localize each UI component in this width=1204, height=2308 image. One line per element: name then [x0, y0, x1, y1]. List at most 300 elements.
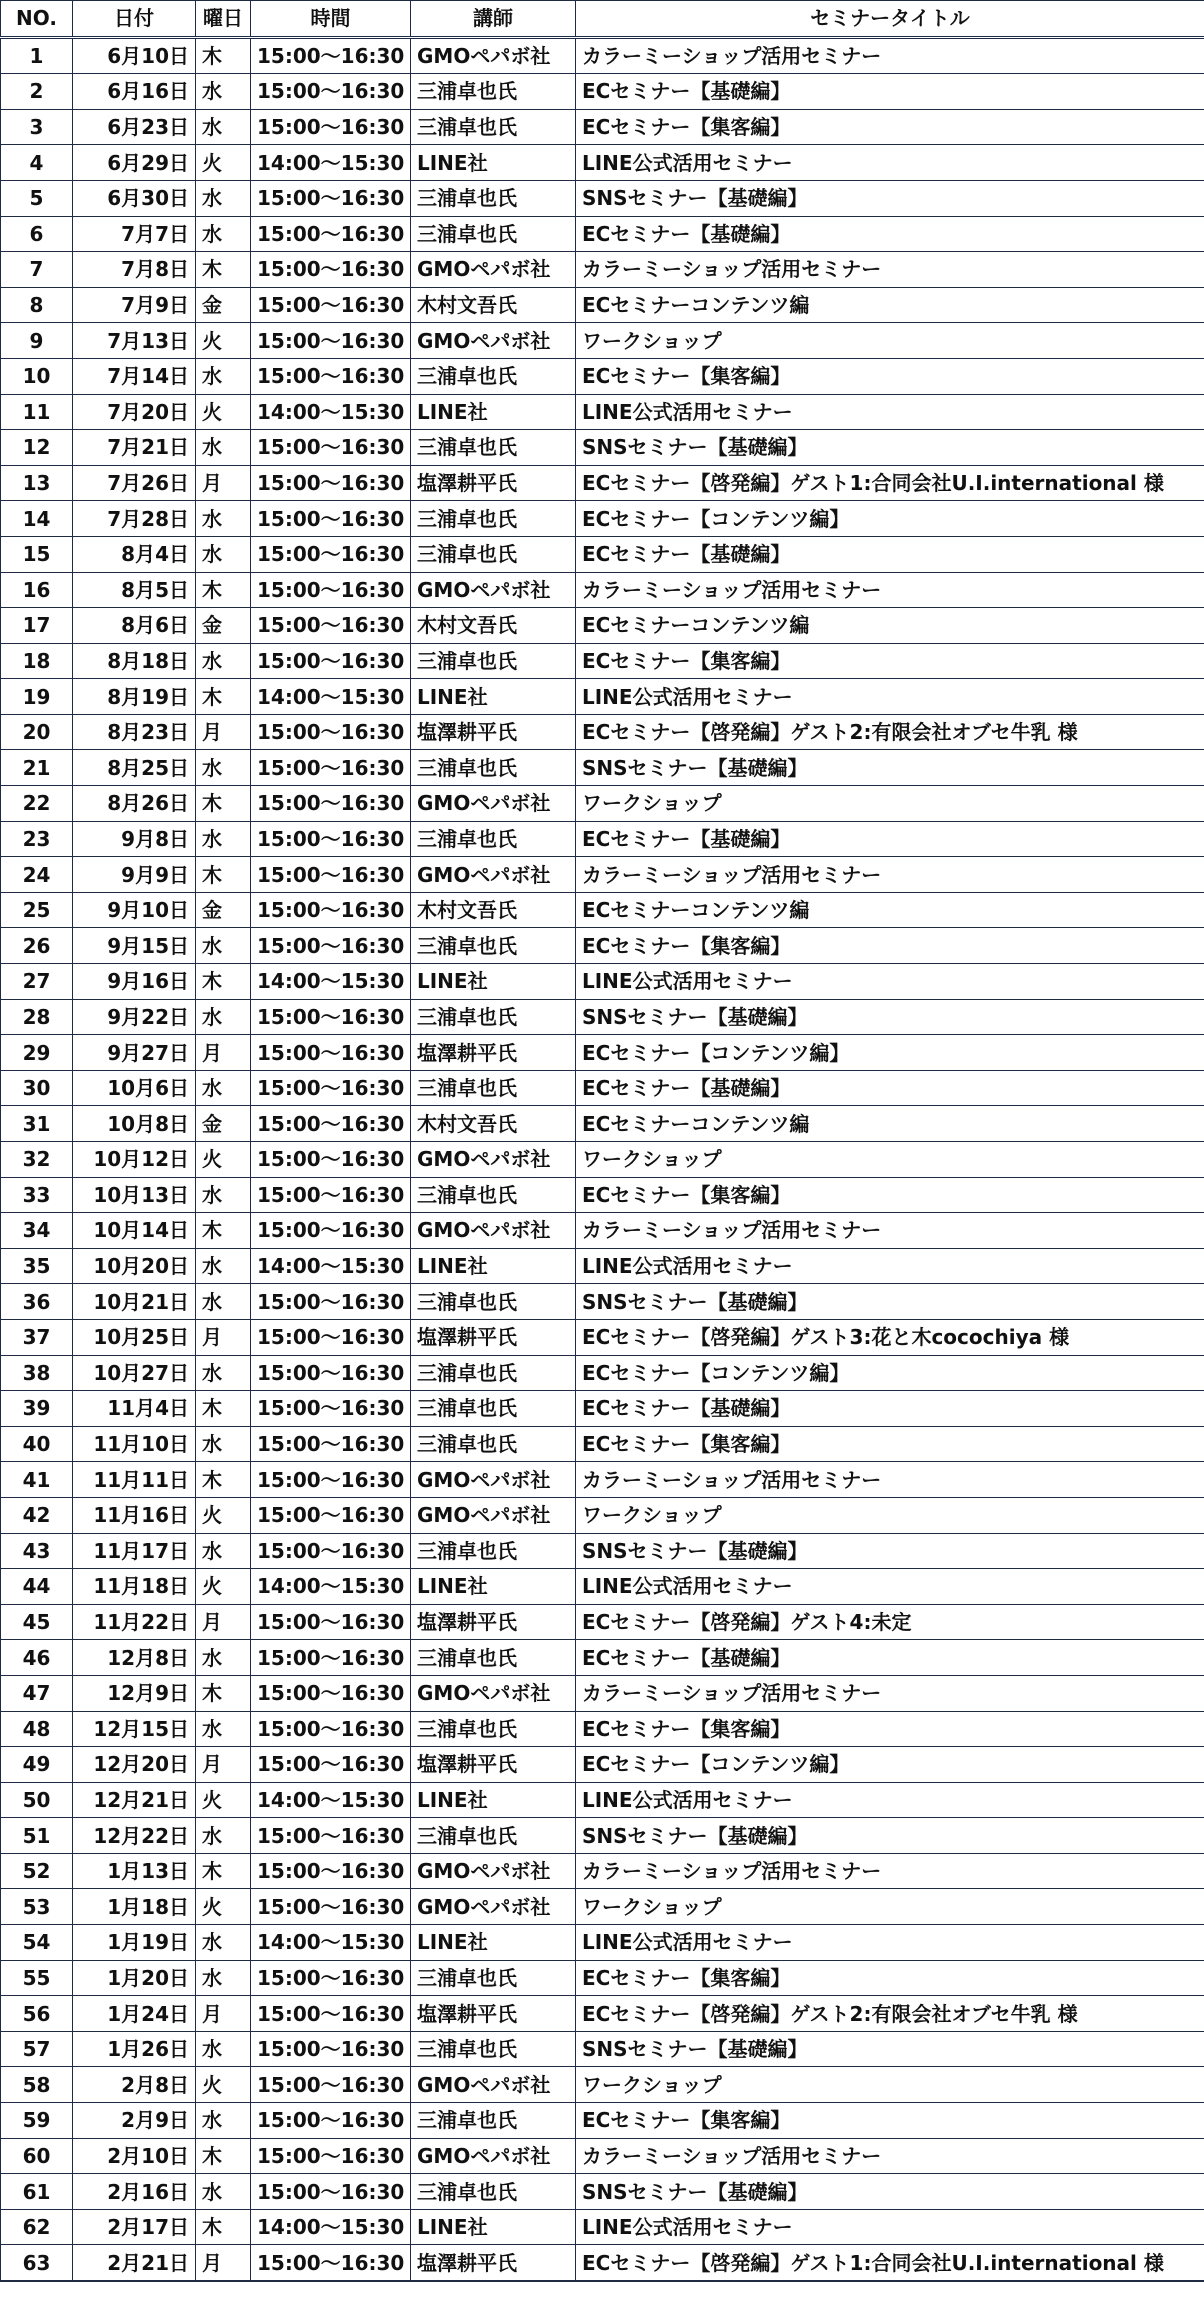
cell-date: 2月9日: [73, 2103, 196, 2139]
cell-time: 14:00～15:30: [251, 1248, 411, 1284]
table-row: [1, 323, 1204, 359]
cell-date: 8月23日: [73, 714, 196, 750]
cell-date: 12月20日: [73, 1747, 196, 1783]
cell-time: 15:00～16:30: [251, 536, 411, 572]
cell-instructor: 三浦卓也氏: [411, 2174, 576, 2210]
cell-no: 13: [1, 465, 73, 501]
cell-seminar-title: ECセミナー【集客編】: [576, 928, 1204, 964]
table-row: [1, 1853, 1204, 1889]
table-row: [1, 2138, 1204, 2174]
cell-no: 47: [1, 1675, 73, 1711]
cell-instructor: LINE社: [411, 679, 576, 715]
cell-weekday: 月: [196, 1747, 251, 1783]
cell-seminar-title: SNSセミナー【基礎編】: [576, 2174, 1204, 2210]
cell-date: 1月26日: [73, 2031, 196, 2067]
cell-instructor: 三浦卓也氏: [411, 643, 576, 679]
cell-instructor: 三浦卓也氏: [411, 1960, 576, 1996]
cell-instructor: 三浦卓也氏: [411, 2103, 576, 2139]
cell-no: 19: [1, 679, 73, 715]
cell-instructor: 三浦卓也氏: [411, 180, 576, 216]
cell-weekday: 木: [196, 1462, 251, 1498]
table-row: [1, 37, 1204, 74]
cell-instructor: 三浦卓也氏: [411, 1426, 576, 1462]
cell-instructor: LINE社: [411, 964, 576, 1000]
cell-seminar-title: ECセミナー【啓発編】ゲスト4:未定: [576, 1604, 1204, 1640]
cell-time: 15:00～16:30: [251, 358, 411, 394]
cell-instructor: LINE社: [411, 1925, 576, 1961]
cell-weekday: 水: [196, 180, 251, 216]
cell-weekday: 火: [196, 394, 251, 430]
cell-seminar-title: ワークショップ: [576, 323, 1204, 359]
cell-weekday: 木: [196, 37, 251, 74]
cell-instructor: 木村文吾氏: [411, 287, 576, 323]
cell-seminar-title: LINE公式活用セミナー: [576, 1248, 1204, 1284]
cell-weekday: 火: [196, 1569, 251, 1605]
table-row: [1, 892, 1204, 928]
table-row: [1, 216, 1204, 252]
cell-no: 60: [1, 2138, 73, 2174]
cell-no: 49: [1, 1747, 73, 1783]
table-row: [1, 1640, 1204, 1676]
cell-seminar-title: SNSセミナー【基礎編】: [576, 1818, 1204, 1854]
table-row: [1, 287, 1204, 323]
cell-seminar-title: LINE公式活用セミナー: [576, 2209, 1204, 2245]
cell-time: 14:00～15:30: [251, 1569, 411, 1605]
cell-instructor: GMOペパボ社: [411, 2138, 576, 2174]
cell-seminar-title: カラーミーショップ活用セミナー: [576, 1213, 1204, 1249]
table-row: [1, 1142, 1204, 1178]
cell-date: 7月28日: [73, 501, 196, 537]
cell-seminar-title: ECセミナー【集客編】: [576, 2103, 1204, 2139]
cell-weekday: 水: [196, 74, 251, 110]
cell-seminar-title: SNSセミナー【基礎編】: [576, 2031, 1204, 2067]
cell-no: 3: [1, 109, 73, 145]
cell-seminar-title: カラーミーショップ活用セミナー: [576, 2138, 1204, 2174]
cell-no: 61: [1, 2174, 73, 2210]
cell-date: 9月27日: [73, 1035, 196, 1071]
cell-time: 15:00～16:30: [251, 1391, 411, 1427]
cell-date: 7月14日: [73, 358, 196, 394]
cell-seminar-title: ECセミナー【集客編】: [576, 358, 1204, 394]
table-row: [1, 857, 1204, 893]
table-row: [1, 1177, 1204, 1213]
cell-time: 15:00～16:30: [251, 252, 411, 288]
cell-date: 2月16日: [73, 2174, 196, 2210]
cell-no: 10: [1, 358, 73, 394]
cell-date: 2月21日: [73, 2245, 196, 2281]
cell-date: 10月20日: [73, 1248, 196, 1284]
cell-seminar-title: SNSセミナー【基礎編】: [576, 180, 1204, 216]
cell-no: 24: [1, 857, 73, 893]
cell-instructor: 三浦卓也氏: [411, 821, 576, 857]
cell-time: 15:00～16:30: [251, 1533, 411, 1569]
cell-weekday: 水: [196, 750, 251, 786]
cell-instructor: 木村文吾氏: [411, 892, 576, 928]
cell-instructor: 三浦卓也氏: [411, 999, 576, 1035]
cell-time: 14:00～15:30: [251, 964, 411, 1000]
cell-weekday: 木: [196, 679, 251, 715]
cell-date: 1月24日: [73, 1996, 196, 2032]
column-header-weekday: 曜日: [196, 1, 251, 38]
cell-date: 2月10日: [73, 2138, 196, 2174]
table-row: [1, 679, 1204, 715]
table-row: [1, 74, 1204, 110]
cell-time: 15:00～16:30: [251, 999, 411, 1035]
cell-seminar-title: ワークショップ: [576, 2067, 1204, 2103]
cell-instructor: 三浦卓也氏: [411, 536, 576, 572]
cell-time: 15:00～16:30: [251, 1213, 411, 1249]
table-row: [1, 180, 1204, 216]
cell-date: 6月23日: [73, 109, 196, 145]
cell-instructor: 三浦卓也氏: [411, 1355, 576, 1391]
table-row: [1, 501, 1204, 537]
table-row: [1, 643, 1204, 679]
cell-date: 11月22日: [73, 1604, 196, 1640]
cell-weekday: 木: [196, 964, 251, 1000]
cell-seminar-title: SNSセミナー【基礎編】: [576, 999, 1204, 1035]
cell-weekday: 水: [196, 1533, 251, 1569]
table-row: [1, 750, 1204, 786]
cell-no: 54: [1, 1925, 73, 1961]
table-row: [1, 536, 1204, 572]
cell-weekday: 水: [196, 1640, 251, 1676]
cell-seminar-title: ECセミナー【集客編】: [576, 643, 1204, 679]
cell-seminar-title: ECセミナー【基礎編】: [576, 74, 1204, 110]
cell-time: 15:00～16:30: [251, 928, 411, 964]
table-row: [1, 964, 1204, 1000]
cell-weekday: 木: [196, 1853, 251, 1889]
cell-no: 32: [1, 1142, 73, 1178]
cell-date: 9月16日: [73, 964, 196, 1000]
cell-date: 10月13日: [73, 1177, 196, 1213]
cell-weekday: 月: [196, 465, 251, 501]
cell-no: 29: [1, 1035, 73, 1071]
cell-instructor: 三浦卓也氏: [411, 74, 576, 110]
cell-weekday: 火: [196, 1142, 251, 1178]
cell-time: 15:00～16:30: [251, 1604, 411, 1640]
table-row: [1, 1035, 1204, 1071]
cell-weekday: 水: [196, 2031, 251, 2067]
cell-date: 7月26日: [73, 465, 196, 501]
cell-weekday: 火: [196, 1782, 251, 1818]
table-row: [1, 1319, 1204, 1355]
cell-weekday: 火: [196, 1889, 251, 1925]
cell-weekday: 木: [196, 252, 251, 288]
cell-seminar-title: ECセミナー【集客編】: [576, 1711, 1204, 1747]
cell-date: 7月7日: [73, 216, 196, 252]
cell-time: 15:00～16:30: [251, 714, 411, 750]
cell-time: 15:00～16:30: [251, 1070, 411, 1106]
cell-time: 15:00～16:30: [251, 1426, 411, 1462]
cell-seminar-title: ECセミナー【コンテンツ編】: [576, 1035, 1204, 1071]
cell-time: 15:00～16:30: [251, 892, 411, 928]
cell-instructor: 三浦卓也氏: [411, 430, 576, 466]
cell-time: 15:00～16:30: [251, 1497, 411, 1533]
cell-time: 15:00～16:30: [251, 2103, 411, 2139]
cell-instructor: 三浦卓也氏: [411, 358, 576, 394]
cell-instructor: 三浦卓也氏: [411, 750, 576, 786]
cell-date: 12月22日: [73, 1818, 196, 1854]
cell-weekday: 木: [196, 2209, 251, 2245]
table-row: [1, 572, 1204, 608]
cell-seminar-title: LINE公式活用セミナー: [576, 679, 1204, 715]
cell-date: 6月16日: [73, 74, 196, 110]
cell-date: 10月27日: [73, 1355, 196, 1391]
cell-date: 11月18日: [73, 1569, 196, 1605]
cell-seminar-title: ワークショップ: [576, 1142, 1204, 1178]
cell-no: 30: [1, 1070, 73, 1106]
cell-no: 9: [1, 323, 73, 359]
cell-weekday: 水: [196, 1818, 251, 1854]
cell-date: 11月11日: [73, 1462, 196, 1498]
cell-time: 15:00～16:30: [251, 1462, 411, 1498]
cell-weekday: 火: [196, 2067, 251, 2103]
cell-no: 2: [1, 74, 73, 110]
cell-date: 12月8日: [73, 1640, 196, 1676]
cell-time: 15:00～16:30: [251, 501, 411, 537]
table-row: [1, 1462, 1204, 1498]
cell-time: 15:00～16:30: [251, 821, 411, 857]
cell-weekday: 金: [196, 287, 251, 323]
table-row: [1, 786, 1204, 822]
cell-no: 40: [1, 1426, 73, 1462]
table-row: [1, 1569, 1204, 1605]
cell-instructor: 三浦卓也氏: [411, 928, 576, 964]
table-row: [1, 999, 1204, 1035]
cell-no: 25: [1, 892, 73, 928]
cell-weekday: 水: [196, 999, 251, 1035]
table-row: [1, 821, 1204, 857]
cell-time: 14:00～15:30: [251, 1925, 411, 1961]
cell-no: 4: [1, 145, 73, 181]
cell-no: 63: [1, 2245, 73, 2281]
table-row: [1, 1497, 1204, 1533]
cell-no: 6: [1, 216, 73, 252]
cell-date: 8月26日: [73, 786, 196, 822]
cell-date: 7月20日: [73, 394, 196, 430]
cell-seminar-title: LINE公式活用セミナー: [576, 1925, 1204, 1961]
table-header: [1, 1, 1204, 38]
table-row: [1, 1675, 1204, 1711]
table-row: [1, 1960, 1204, 1996]
cell-date: 9月10日: [73, 892, 196, 928]
table-row: [1, 465, 1204, 501]
cell-no: 8: [1, 287, 73, 323]
cell-instructor: GMOペパボ社: [411, 1462, 576, 1498]
cell-weekday: 水: [196, 1248, 251, 1284]
cell-seminar-title: カラーミーショップ活用セミナー: [576, 572, 1204, 608]
table-row: [1, 2209, 1204, 2245]
cell-instructor: LINE社: [411, 394, 576, 430]
cell-instructor: 塩澤耕平氏: [411, 1747, 576, 1783]
cell-instructor: GMOペパボ社: [411, 1497, 576, 1533]
cell-no: 23: [1, 821, 73, 857]
cell-date: 9月8日: [73, 821, 196, 857]
cell-seminar-title: ECセミナー【コンテンツ編】: [576, 1355, 1204, 1391]
table-row: [1, 1925, 1204, 1961]
cell-seminar-title: ECセミナー【基礎編】: [576, 1070, 1204, 1106]
cell-date: 8月19日: [73, 679, 196, 715]
cell-no: 51: [1, 1818, 73, 1854]
cell-date: 12月9日: [73, 1675, 196, 1711]
cell-instructor: GMOペパボ社: [411, 2067, 576, 2103]
cell-weekday: 水: [196, 1284, 251, 1320]
cell-date: 8月25日: [73, 750, 196, 786]
cell-no: 52: [1, 1853, 73, 1889]
cell-seminar-title: カラーミーショップ活用セミナー: [576, 252, 1204, 288]
cell-instructor: 三浦卓也氏: [411, 501, 576, 537]
cell-time: 15:00～16:30: [251, 37, 411, 74]
cell-seminar-title: ワークショップ: [576, 786, 1204, 822]
cell-no: 33: [1, 1177, 73, 1213]
cell-seminar-title: ECセミナー【コンテンツ編】: [576, 1747, 1204, 1783]
cell-date: 8月6日: [73, 608, 196, 644]
cell-weekday: 金: [196, 1106, 251, 1142]
cell-time: 15:00～16:30: [251, 1853, 411, 1889]
cell-no: 27: [1, 964, 73, 1000]
table-row: [1, 608, 1204, 644]
cell-seminar-title: SNSセミナー【基礎編】: [576, 1284, 1204, 1320]
cell-time: 15:00～16:30: [251, 180, 411, 216]
cell-weekday: 月: [196, 1319, 251, 1355]
cell-date: 1月13日: [73, 1853, 196, 1889]
cell-time: 15:00～16:30: [251, 287, 411, 323]
cell-no: 62: [1, 2209, 73, 2245]
cell-seminar-title: ECセミナーコンテンツ編: [576, 608, 1204, 644]
cell-no: 48: [1, 1711, 73, 1747]
cell-no: 36: [1, 1284, 73, 1320]
cell-time: 15:00～16:30: [251, 1818, 411, 1854]
cell-date: 8月4日: [73, 536, 196, 572]
cell-time: 15:00～16:30: [251, 2031, 411, 2067]
cell-time: 15:00～16:30: [251, 1319, 411, 1355]
cell-instructor: 三浦卓也氏: [411, 1177, 576, 1213]
cell-seminar-title: ECセミナー【基礎編】: [576, 1640, 1204, 1676]
cell-seminar-title: SNSセミナー【基礎編】: [576, 430, 1204, 466]
cell-no: 45: [1, 1604, 73, 1640]
cell-instructor: GMOペパボ社: [411, 572, 576, 608]
cell-instructor: 三浦卓也氏: [411, 2031, 576, 2067]
cell-instructor: GMOペパボ社: [411, 1142, 576, 1178]
table-body: [1, 37, 1204, 2281]
table-row: [1, 1711, 1204, 1747]
table-row: [1, 1070, 1204, 1106]
cell-time: 15:00～16:30: [251, 1142, 411, 1178]
cell-date: 7月9日: [73, 287, 196, 323]
cell-instructor: GMOペパボ社: [411, 1853, 576, 1889]
cell-date: 8月5日: [73, 572, 196, 608]
cell-weekday: 水: [196, 501, 251, 537]
cell-seminar-title: カラーミーショップ活用セミナー: [576, 37, 1204, 74]
cell-time: 14:00～15:30: [251, 1782, 411, 1818]
cell-no: 37: [1, 1319, 73, 1355]
cell-no: 34: [1, 1213, 73, 1249]
cell-seminar-title: ECセミナー【基礎編】: [576, 536, 1204, 572]
cell-no: 38: [1, 1355, 73, 1391]
cell-seminar-title: ECセミナー【集客編】: [576, 1426, 1204, 1462]
table-row: [1, 1604, 1204, 1640]
cell-no: 43: [1, 1533, 73, 1569]
cell-weekday: 金: [196, 608, 251, 644]
cell-weekday: 月: [196, 1604, 251, 1640]
cell-time: 15:00～16:30: [251, 1035, 411, 1071]
cell-time: 15:00～16:30: [251, 1177, 411, 1213]
cell-weekday: 木: [196, 786, 251, 822]
cell-seminar-title: ECセミナー【基礎編】: [576, 821, 1204, 857]
cell-date: 9月22日: [73, 999, 196, 1035]
cell-seminar-title: ECセミナーコンテンツ編: [576, 1106, 1204, 1142]
cell-weekday: 水: [196, 1711, 251, 1747]
cell-weekday: 火: [196, 145, 251, 181]
table-row: [1, 2067, 1204, 2103]
cell-no: 58: [1, 2067, 73, 2103]
cell-time: 15:00～16:30: [251, 1711, 411, 1747]
table-row: [1, 1782, 1204, 1818]
cell-date: 2月17日: [73, 2209, 196, 2245]
cell-no: 11: [1, 394, 73, 430]
cell-seminar-title: LINE公式活用セミナー: [576, 964, 1204, 1000]
cell-no: 5: [1, 180, 73, 216]
cell-instructor: 塩澤耕平氏: [411, 714, 576, 750]
cell-instructor: GMOペパボ社: [411, 786, 576, 822]
cell-seminar-title: SNSセミナー【基礎編】: [576, 750, 1204, 786]
table-row: [1, 1533, 1204, 1569]
cell-weekday: 木: [196, 1391, 251, 1427]
cell-no: 22: [1, 786, 73, 822]
cell-weekday: 木: [196, 572, 251, 608]
cell-date: 10月12日: [73, 1142, 196, 1178]
cell-date: 7月13日: [73, 323, 196, 359]
column-header-no: NO.: [1, 1, 73, 38]
cell-date: 9月15日: [73, 928, 196, 964]
cell-time: 15:00～16:30: [251, 786, 411, 822]
cell-seminar-title: ECセミナー【集客編】: [576, 1177, 1204, 1213]
cell-instructor: 三浦卓也氏: [411, 1391, 576, 1427]
cell-date: 6月29日: [73, 145, 196, 181]
cell-no: 21: [1, 750, 73, 786]
cell-no: 46: [1, 1640, 73, 1676]
cell-date: 1月18日: [73, 1889, 196, 1925]
cell-no: 59: [1, 2103, 73, 2139]
cell-weekday: 木: [196, 2138, 251, 2174]
cell-no: 50: [1, 1782, 73, 1818]
cell-no: 53: [1, 1889, 73, 1925]
cell-instructor: 三浦卓也氏: [411, 1818, 576, 1854]
table-row: [1, 2103, 1204, 2139]
cell-time: 15:00～16:30: [251, 1747, 411, 1783]
cell-weekday: 水: [196, 1177, 251, 1213]
cell-weekday: 水: [196, 1960, 251, 1996]
cell-no: 1: [1, 37, 73, 74]
cell-instructor: 木村文吾氏: [411, 608, 576, 644]
cell-time: 15:00～16:30: [251, 1996, 411, 2032]
table-row: [1, 928, 1204, 964]
cell-instructor: GMOペパボ社: [411, 37, 576, 74]
table-row: [1, 1889, 1204, 1925]
cell-date: 11月4日: [73, 1391, 196, 1427]
cell-seminar-title: ECセミナー【啓発編】ゲスト1:合同会社U.I.international 様: [576, 465, 1204, 501]
cell-seminar-title: LINE公式活用セミナー: [576, 1569, 1204, 1605]
cell-instructor: 三浦卓也氏: [411, 216, 576, 252]
table-row: [1, 714, 1204, 750]
cell-no: 31: [1, 1106, 73, 1142]
cell-date: 8月18日: [73, 643, 196, 679]
cell-seminar-title: ECセミナー【啓発編】ゲスト3:花と木cocochiya 様: [576, 1319, 1204, 1355]
cell-time: 15:00～16:30: [251, 572, 411, 608]
cell-weekday: 月: [196, 714, 251, 750]
table-row: [1, 1818, 1204, 1854]
cell-seminar-title: LINE公式活用セミナー: [576, 1782, 1204, 1818]
